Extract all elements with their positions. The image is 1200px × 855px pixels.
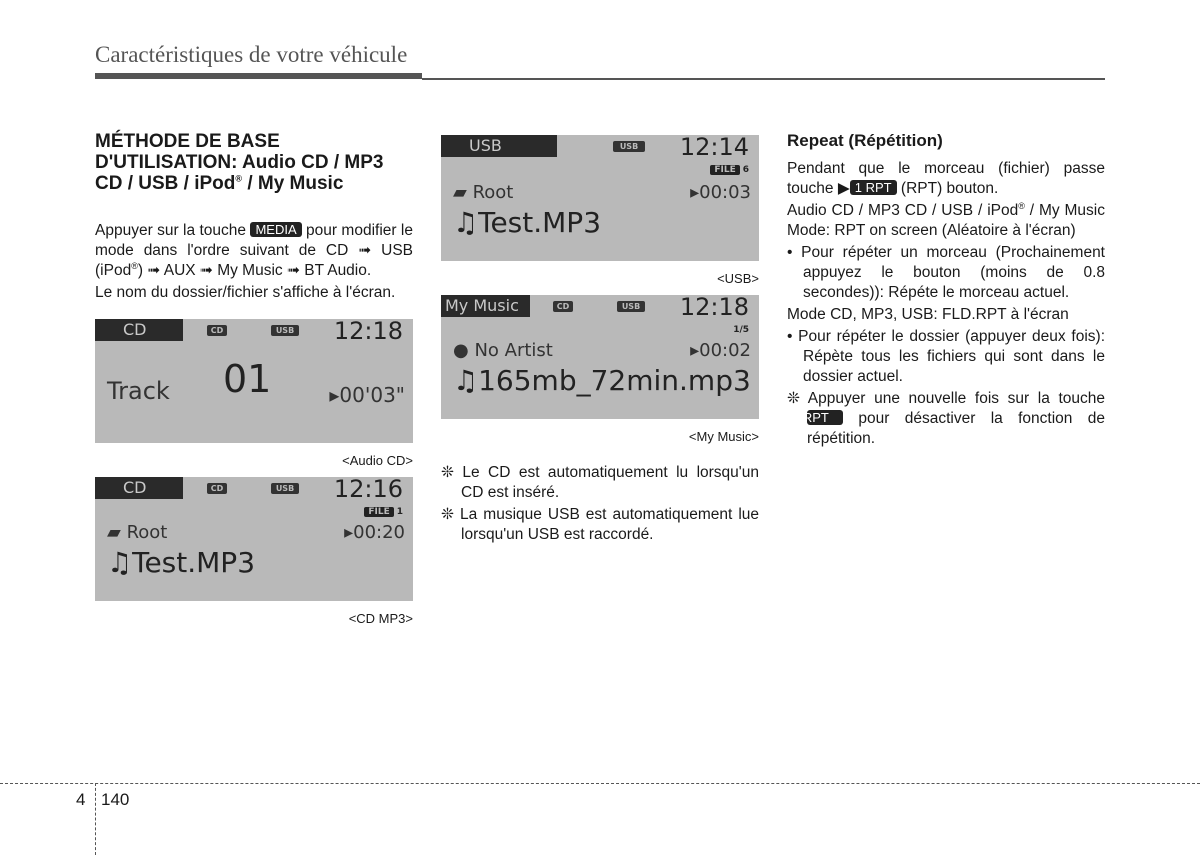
intro-paragraph: Appuyer sur la touche MEDIA pour modifier le mode dans l'ordre suivant de CD ➟ USB (iPod®) ➟ AUX ➟ My Music ➟ BT Audio. [95,222,413,279]
repeat-paragraph-2: Audio CD / MP3 CD / USB / iPod® / My Music Mode: RPT on screen (Aléatoire à l'écran) [787,200,1105,239]
note-cd-auto: ❊ Le CD est automatiquement lu lorsqu'un CD est inséré. [441,464,759,501]
lcd-clock: 12:16 [333,475,403,503]
artist-row: ● No Artist [453,340,553,361]
file-indicator: FILE 1 [364,502,403,522]
repeat-bullet-1: • Pour répéter un morceau (Prochainement appuyez le bouton (moins de 0.8 secondes)): Répéte le morceau actuel. [787,244,1105,301]
right-column [787,131,1105,451]
usb-display [441,135,759,261]
lcd-mode-label: CD [95,477,183,499]
song-row: ♫165mb_72min.mp3 [453,364,751,397]
repeat-title: Repeat (Répétition) [787,131,943,150]
rpt-button-badge: 1 RPT [850,180,897,195]
music-note-icon: ♫ [453,364,479,397]
lcd-mode-label: CD [95,319,183,341]
file-indicator: FILE 6 [710,160,749,180]
song-row: ♫Test.MP3 [107,546,256,579]
cd-indicator-icon: CD [553,301,573,312]
folder-row: ▰ Root [107,522,168,543]
lcd-clock: 12:14 [679,133,749,161]
folder-row: ▰ Root [453,182,514,203]
middle-column [441,135,759,547]
folder-note-paragraph: Le nom du dossier/fichier s'affiche à l'écran. [95,284,396,301]
my-music-display [441,295,759,419]
folder-icon: ▰ [453,182,473,203]
play-time: ▸00:03 [690,182,751,203]
person-icon: ● [453,340,475,361]
usb-indicator-icon: USB [617,301,645,312]
middle-notes [441,463,759,545]
usb-caption: <USB> [717,271,759,286]
note-usb-auto: ❊ La musique USB est automatiquement lue lorsqu'un USB est raccordé. [441,506,759,543]
repeat-note: ❊ Appuyer une nouvelle fois sur la touche 1 RPT pour désactiver la fonction de répétition. [787,390,1105,447]
lcd-mode-label: USB [441,135,557,157]
header-rule-thick [95,73,422,79]
usb-indicator-icon: USB [271,325,299,336]
track-label: Track [107,377,170,405]
audio-cd-caption: <Audio CD> [342,453,413,468]
usb-indicator-icon: USB [613,141,645,152]
repeat-bullet-2: • Pour répéter le dossier (appuyer deux fois): Répète tous les fichiers qui sont dans le dossier actuel. [787,328,1105,385]
rpt-button-badge: 1 RPT [807,410,843,425]
track-number: 01 [223,357,272,401]
page-header-title: Caractéristiques de votre véhicule [95,42,408,67]
folder-icon: ▰ [107,522,127,543]
play-time: ▸00:20 [344,522,405,543]
audio-cd-display [95,319,413,443]
play-time: ▸00:02 [690,340,751,361]
cd-mp3-display [95,477,413,601]
usb-indicator-icon: USB [271,483,299,494]
track-counter: 1/5 [733,325,749,335]
footer-rule [0,783,1200,784]
section-title: MÉTHODE DE BASE D'UTILISATION: Audio CD / MP3 CD / USB / iPod® / My Music [95,131,384,194]
chapter-number: 4 [76,790,86,809]
repeat-paragraph-1: Pendant que le morceau (fichier) passe touche ▶ 1 RPT (RPT) bouton. [787,160,1105,197]
footer-vertical-rule [95,783,96,855]
cd-mp3-caption: <CD MP3> [348,611,413,626]
play-time: ▸00'03" [329,383,405,407]
cd-indicator-icon: CD [207,325,227,336]
cd-indicator-icon: CD [207,483,227,494]
music-note-icon: ♫ [107,546,133,579]
lcd-clock: 12:18 [679,293,749,321]
lcd-clock: 12:18 [333,317,403,345]
repeat-paragraph-3: Mode CD, MP3, USB: FLD.RPT à l'écran [787,306,1069,323]
media-button-badge: MEDIA [250,222,301,237]
my-music-caption: <My Music> [688,429,759,444]
lcd-mode-label: My Music [441,295,530,317]
left-column [95,131,413,627]
page-number: 140 [101,790,130,809]
header-rule-thin [422,78,1105,80]
song-row: ♫Test.MP3 [453,206,602,239]
music-note-icon: ♫ [453,206,479,239]
